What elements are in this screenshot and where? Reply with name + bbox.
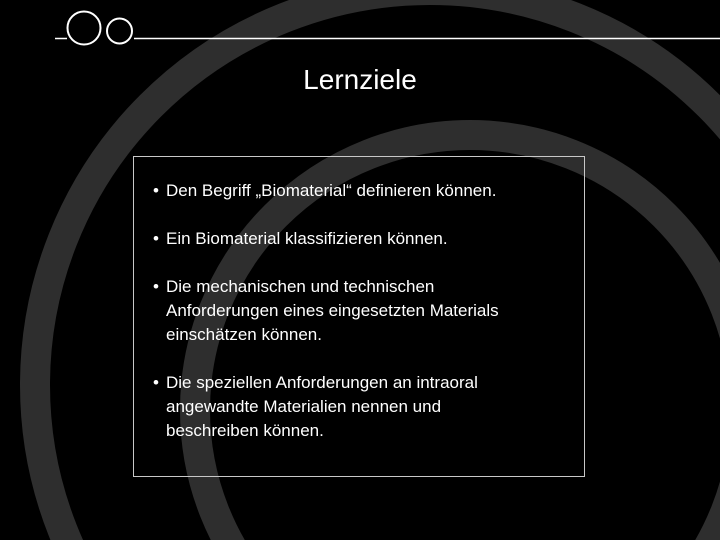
bullet-list — [153, 179, 573, 443]
bullet-text: Die speziellen Anforderungen an intraoral angewandte Materialien nennen und beschreiben können. — [166, 373, 478, 440]
slide-title: Lernziele — [303, 64, 417, 95]
list-item — [153, 371, 573, 443]
bullet-text: Den Begriff „Biomaterial“ definieren können. — [166, 181, 497, 200]
bullet-text: Die mechanischen und technischen Anforderungen eines eingesetzten Materials einschätzen können. — [166, 277, 499, 344]
header-decoration — [0, 0, 720, 60]
list-item — [153, 227, 573, 251]
header-circle-large — [68, 12, 101, 45]
header-circle-small — [107, 19, 132, 44]
bullet-text: Ein Biomaterial klassifizieren können. — [166, 229, 448, 248]
list-item — [153, 275, 573, 347]
bullet-marker: • — [153, 229, 159, 248]
list-item — [153, 179, 573, 203]
bullet-marker: • — [153, 181, 159, 200]
bullet-marker: • — [153, 373, 159, 392]
content-box — [133, 156, 585, 477]
bullet-marker: • — [153, 277, 159, 296]
